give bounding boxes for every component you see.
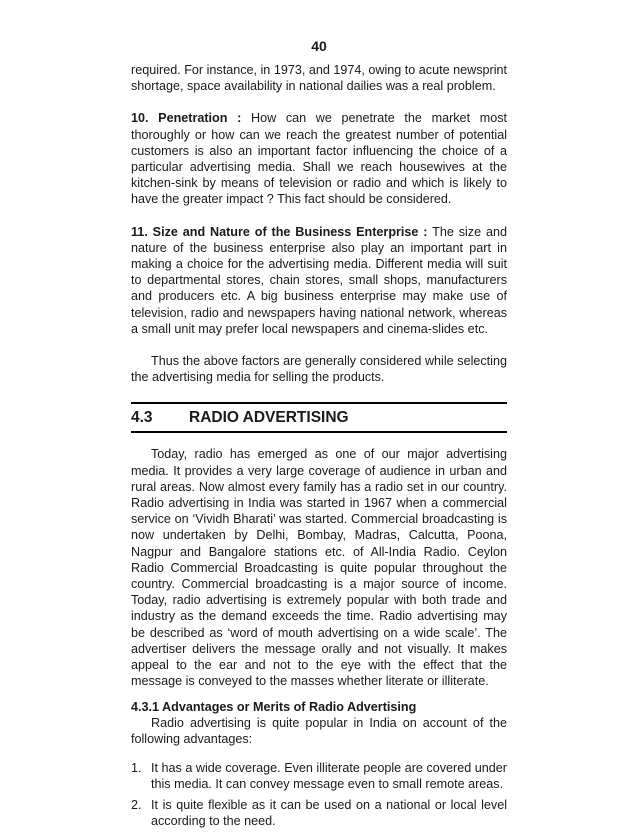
section-number: 4.3 <box>131 409 153 427</box>
penetration-text: How can we penetrate the market most thoroughly or how can we reach the greatest number of potential customers is also an important factor influencing the choice of a particular advertising media. Shall we reach housewives at the kitchen-sink by means of television or radio and which is likely to have the greater impact ? This fact should be considered. <box>131 111 508 207</box>
page-number: 40 <box>311 38 327 54</box>
penetration-heading: 10. Penetration : <box>131 111 242 126</box>
list-marker: 2. <box>131 797 142 812</box>
page-content <box>131 62 507 833</box>
radio-paragraph: Today, radio has emerged as one of our major advertising media. It provides a very large coverage of audience in urban and rural areas. Now almost every family has a radio set in our country. Radio advertising in India was started in 1967 when a commercial service on ‘Vividh Bharati’ was started. Commercial broadcasting is now undertaken by Delhi, Bombay, Madras, Calcutta, Poona, Nagpur and Bangalore stations etc. of All-India Radio. Ceylon Radio Commercial Broadcasting is quite popular throughout the country. Commercial broadcasting is a major source of income. Today, radio advertising is extremely popular with both trade and industry as the demand exceeds the time. Radio advertising may be described as ‘word of mouth advertising on a wide scale’. The advertiser delivers the message orally and not visually. It makes appeal to the ear and not to the eye with the effect that the message is conveyed to the masses whether literate or illiterate. <box>131 447 507 689</box>
list-item <box>131 797 507 829</box>
subsection-heading: 4.3.1 Advantages or Merits of Radio Advertising <box>131 699 417 714</box>
subsection-intro: Radio advertising is quite popular in India on account of the following advantages: <box>131 715 507 746</box>
intro-paragraph: required. For instance, in 1973, and 1974, owing to acute newsprint shortage, space availability in national dailies was a real problem. <box>131 63 507 94</box>
section-title: RADIO ADVERTISING <box>189 409 349 427</box>
penetration-paragraph <box>131 110 507 207</box>
list-item-text: It is quite flexible as it can be used on a national or local level according to the need. <box>151 797 507 828</box>
size-nature-paragraph <box>131 224 507 337</box>
size-nature-text: The size and nature of the business enterprise also play an important part in making a choice for the advertising media. Different media will suit to departmental stores, chain stores, small shops, manufacturers and producers etc. A big business enterprise may make use of television, radio and newspapers having national network, whereas a small unit may prefer local newspapers and cinema-slides etc. <box>131 224 507 336</box>
section-heading <box>131 402 507 433</box>
advantages-list <box>131 760 507 829</box>
conclusion-paragraph: Thus the above factors are generally considered while selecting the advertising media for selling the products. <box>131 354 507 385</box>
size-nature-heading: 11. Size and Nature of the Business Enterprise : <box>131 224 428 239</box>
list-marker: 1. <box>131 761 142 776</box>
list-item <box>131 760 507 792</box>
list-item-text: It has a wide coverage. Even illiterate people are covered under this media. It can convey message even to small remote areas. <box>151 761 507 792</box>
